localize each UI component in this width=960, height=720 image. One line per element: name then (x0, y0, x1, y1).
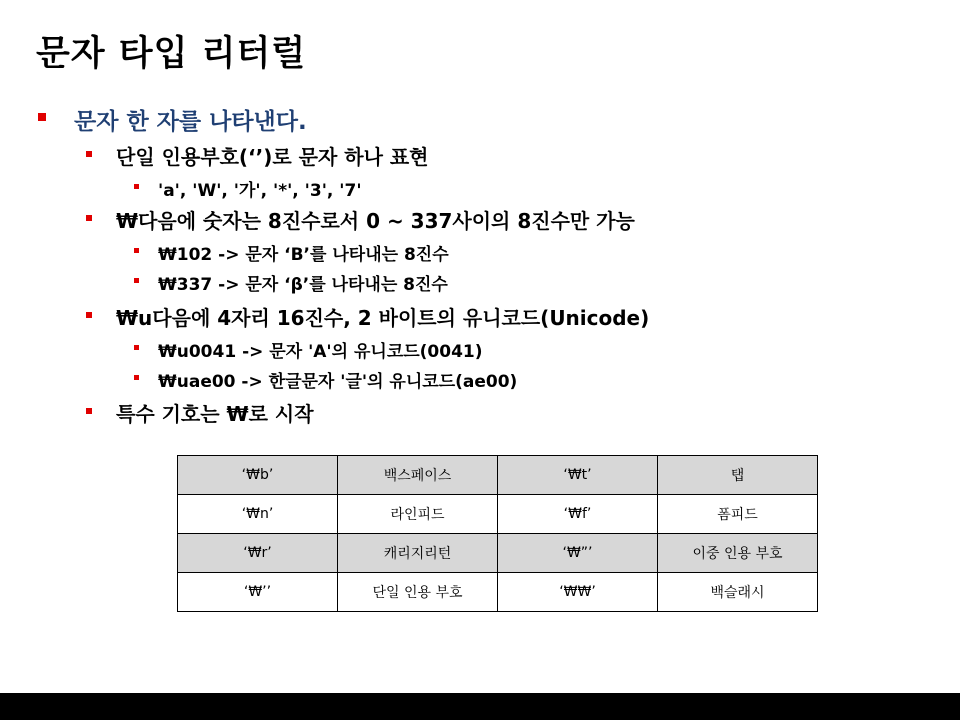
bullet-square-icon (38, 113, 46, 121)
bullet-square-icon (134, 278, 139, 283)
table-row (178, 573, 818, 612)
escape-meaning-cell: 캐리지리턴 (338, 534, 498, 573)
escape-meaning-cell: 백슬래시 (658, 573, 818, 612)
escape-meaning-cell: 이중 인용 부호 (658, 534, 818, 573)
bullet-text: ₩102 -> 문자 ‘B’를 나타내는 8진수 (158, 245, 449, 265)
escape-code-cell: ‘₩b’ (178, 456, 338, 495)
escape-code-cell: ‘₩f’ (498, 495, 658, 534)
escape-sequence-table (177, 455, 818, 612)
escape-meaning-cell: 라인피드 (338, 495, 498, 534)
escape-meaning-cell: 백스페이스 (338, 456, 498, 495)
bullet-text: ₩다음에 숫자는 8진수로서 0 ~ 337사이의 8진수만 가능 (116, 209, 635, 233)
bullet-square-icon (134, 375, 139, 380)
bullet-square-icon (134, 184, 139, 189)
bullet-square-icon (86, 151, 92, 157)
bullet-square-icon (86, 312, 92, 318)
bullet-text: 단일 인용부호(‘’)로 문자 하나 표현 (116, 145, 429, 169)
bullet-text: 'a', 'W', '가', '*', '3', '7' (158, 181, 362, 201)
bullet-text: 특수 기호는 ₩로 시작 (116, 402, 314, 426)
bullet-text: ₩337 -> 문자 ‘β’를 나타내는 8진수 (158, 275, 448, 295)
escape-code-cell: ‘₩’’ (178, 573, 338, 612)
escape-code-cell: ‘₩r’ (178, 534, 338, 573)
table-row (178, 534, 818, 573)
table-row (178, 456, 818, 495)
table-row (178, 495, 818, 534)
escape-meaning-cell: 탭 (658, 456, 818, 495)
escape-meaning-cell: 단일 인용 부호 (338, 573, 498, 612)
escape-meaning-cell: 폼피드 (658, 495, 818, 534)
bullet-text: 문자 한 자를 나타낸다. (74, 109, 307, 135)
escape-code-cell: ‘₩n’ (178, 495, 338, 534)
bullet-text: ₩u0041 -> 문자 'A'의 유니코드(0041) (158, 342, 483, 362)
escape-code-cell: ‘₩₩’ (498, 573, 658, 612)
bullet-square-icon (86, 408, 92, 414)
bullet-square-icon (86, 215, 92, 221)
bullet-text: ₩u다음에 4자리 16진수, 2 바이트의 유니코드(Unicode) (116, 306, 650, 330)
bullet-square-icon (134, 345, 139, 350)
escape-code-cell: ‘₩t’ (498, 456, 658, 495)
slide-title: 문자 타입 리터럴 (36, 34, 307, 74)
bullet-text: ₩uae00 -> 한글문자 '글'의 유니코드(ae00) (158, 372, 518, 392)
escape-code-cell: ‘₩”’ (498, 534, 658, 573)
bullet-square-icon (134, 248, 139, 253)
footer-bar (0, 693, 960, 720)
